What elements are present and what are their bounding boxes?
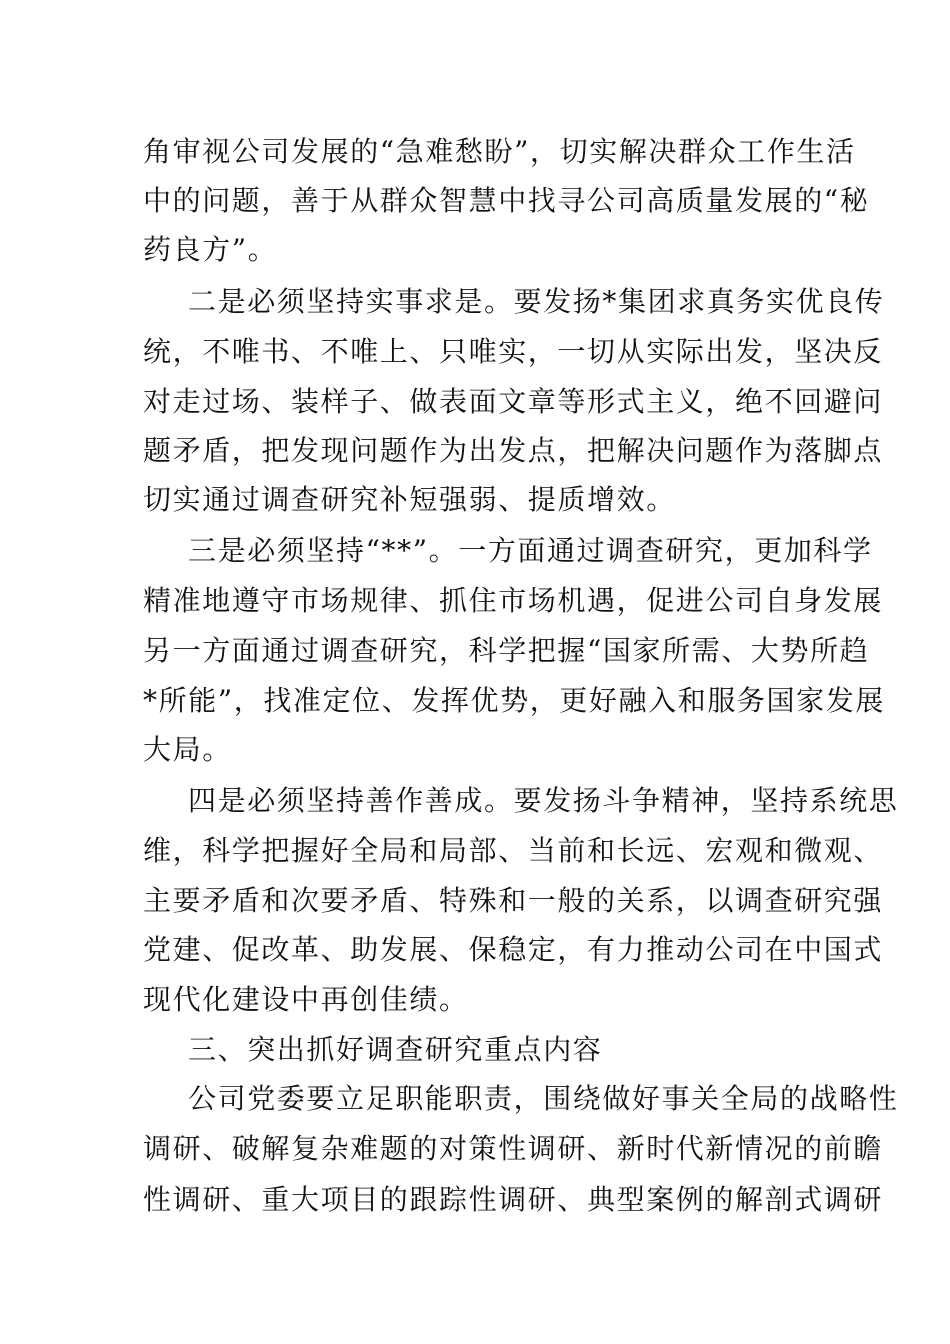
paragraph-first-line: 公司党委要立足职能职责，围绕做好事关全局的战略性 — [188, 1082, 899, 1115]
text-line: 统，不唯书、不唯上、只唯实，一切从实际出发，坚决反 — [143, 335, 884, 368]
text-line: 主要矛盾和次要矛盾、特殊和一般的关系，以调查研究强 — [143, 884, 884, 917]
text-line: 切实通过调查研究补短强弱、提质增效。 — [143, 483, 676, 516]
text-line: 角审视公司发展的“急难愁盼”，切实解决群众工作生活 — [143, 135, 856, 168]
text-line: 精准地遵守市场规律、抓住市场机遇，促进公司自身发展 — [143, 584, 884, 617]
text-line: 现代化建设中再创佳绩。 — [143, 983, 469, 1016]
text-line: 党建、促改革、助发展、保稳定，有力推动公司在中国式 — [143, 933, 884, 966]
text-line: 调研、破解复杂难题的对策性调研、新时代新情况的前瞻 — [143, 1132, 884, 1165]
text-line: 中的问题，善于从群众智慧中找寻公司高质量发展的“秘 — [143, 184, 870, 217]
text-line: 维，科学把握好全局和局部、当前和长远、宏观和微观、 — [143, 834, 884, 867]
section-heading: 三、突出抓好调查研究重点内容 — [188, 1033, 603, 1066]
paragraph-first-line: 四是必须坚持善作善成。要发扬斗争精神，坚持系统思 — [188, 784, 899, 817]
text-line: *所能”，找准定位、发挥优势，更好融入和服务国家发展 — [143, 684, 885, 717]
text-line: 对走过场、装样子、做表面文章等形式主义，绝不回避问 — [143, 385, 884, 418]
text-line: 题矛盾，把发现问题作为出发点，把解决问题作为落脚点 — [143, 434, 884, 467]
paragraph-first-line: 三是必须坚持“**”。一方面通过调查研究，更加科学 — [188, 534, 873, 567]
paragraph-first-line: 二是必须坚持实事求是。要发扬*集团求真务实优良传 — [188, 285, 885, 318]
text-line: 性调研、重大项目的跟踪性调研、典型案例的解剖式调研 — [143, 1183, 884, 1216]
text-line: 另一方面通过调查研究，科学把握“国家所需、大势所趋 — [143, 634, 870, 667]
text-line: 大局。 — [143, 733, 232, 766]
text-line: 药良方”。 — [143, 233, 278, 266]
